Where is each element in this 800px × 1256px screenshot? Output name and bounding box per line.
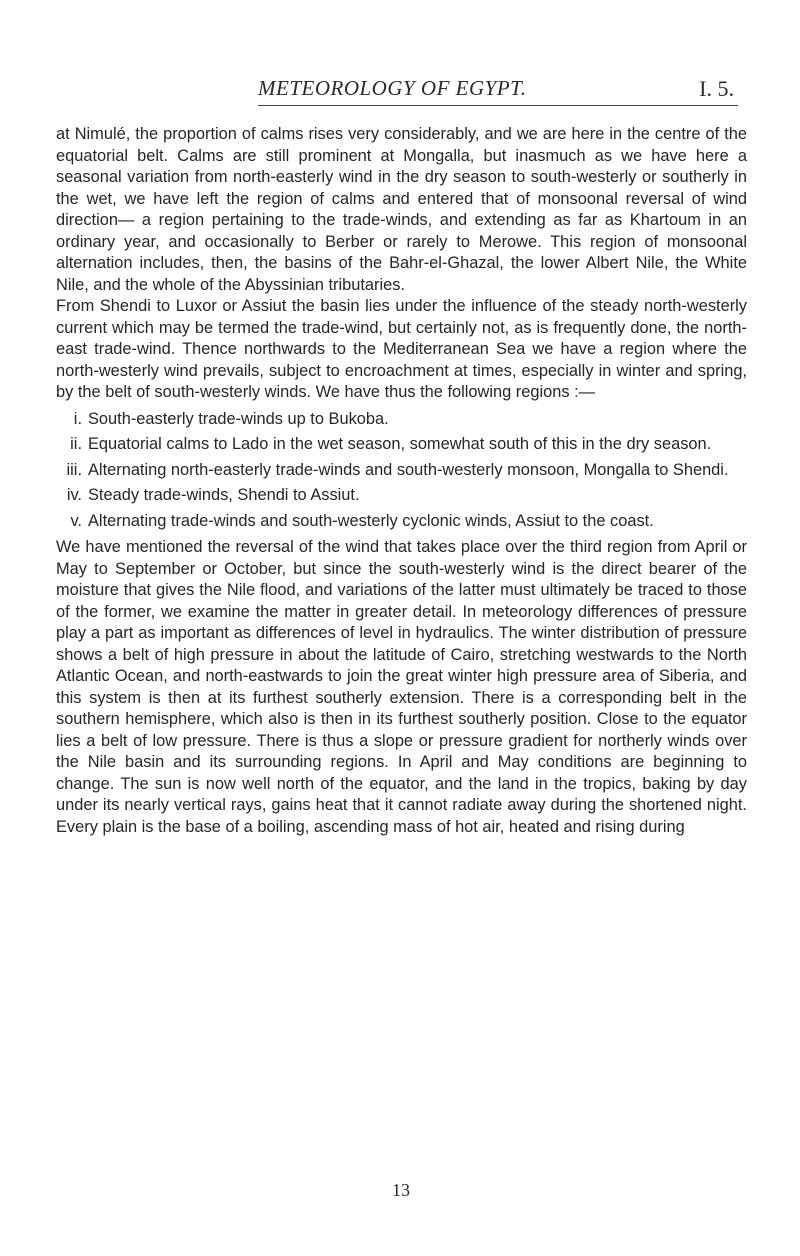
list-item (56, 434, 747, 456)
paragraph-2: From Shendi to Luxor or Assiut the basin lies under the influence of the steady north-westerly current which may be termed the trade-wind, but certainly not, as is frequently done, the north-east trade-wind. Thence northwards to the Mediterranean Sea we have a region where the north-westerly wind prevails, subject to encroachment at times, especially in winter and spring, by the belt of south-westerly winds. We have thus the following regions :— (56, 297, 747, 401)
header-rule (258, 105, 738, 106)
paragraph-1: at Nimulé, the proportion of calms rises very considerably, and we are here in the centre of the equatorial belt. Calms are still prominent at Mongalla, but inasmuch as we have here a seasonal variation from north-easterly wind in the dry season to south-westerly or southerly in the wet, we have left the region of calms and entered that of monsoonal reversal of wind direction— a region pertaining to the trade-winds, and extending as far as Khartoum in an ordinary year, and occasionally to Berber or rarely to Merowe. This region of monsoonal alternation includes, then, the basins of the Bahr-el-Ghazal, the lower Albert Nile, the White Nile, and the whole of the Abyssinian tributaries. (56, 125, 747, 294)
page-body (56, 124, 747, 838)
list-item (56, 409, 747, 431)
list-item-text: South-easterly trade-winds up to Bukoba. (88, 409, 389, 428)
regions-list (56, 409, 747, 533)
list-item-number: i. (73, 409, 82, 428)
list-item-number: iii. (66, 460, 82, 479)
list-item-number: v. (70, 511, 82, 530)
running-title: METEOROLOGY OF EGYPT. (258, 76, 527, 100)
list-item (56, 485, 747, 507)
list-item (56, 460, 747, 482)
list-item-text: Alternating trade-winds and south-westerly cyclonic winds, Assiut to the coast. (88, 511, 654, 530)
list-item-number: iv. (66, 486, 82, 504)
page-number: 13 (392, 1180, 410, 1200)
list-item-text: Steady trade-winds, Shendi to Assiut. (88, 486, 360, 504)
running-header (258, 76, 738, 106)
section-number: I. 5. (699, 76, 734, 101)
list-item (56, 511, 747, 533)
list-item-text: Alternating north-easterly trade-winds and south-westerly monsoon, Mongalla to Shendi. (88, 460, 729, 479)
list-item-number: ii. (70, 435, 82, 453)
paragraph-3: We have mentioned the reversal of the wind that takes place over the third region from April or May to September or October, but since the south-westerly wind is the direct bearer of the moisture that gives the Nile flood, and variations of the latter must ultimately be traced to those of the former, we examine the matter in greater detail. In meteorology differences of pressure play a part as important as differences of level in hydraulics. The winter distribution of pressure shows a belt of high pressure in about the latitude of Cairo, stretching westwards to the North Atlantic Ocean, and north-eastwards to join the great winter high pressure area of Siberia, and this system is then at its furthest southerly extension. There is a corresponding belt in the southern hemisphere, which also is then in its furthest southerly position. Close to the equator lies a belt of low pressure. There is thus a slope or pressure gradient for northerly winds over the Nile basin and its surrounding regions. In April and May conditions are beginning to change. The sun is now well north of the equator, and the land in the tropics, baking by day under its nearly vertical rays, gains heat that it cannot radiate away during the shortened night. Every plain is the base of a boiling, ascending mass of hot air, heated and rising during (56, 538, 747, 836)
list-item-text: Equatorial calms to Lado in the wet season, somewhat south of this in the dry season. (88, 435, 712, 453)
